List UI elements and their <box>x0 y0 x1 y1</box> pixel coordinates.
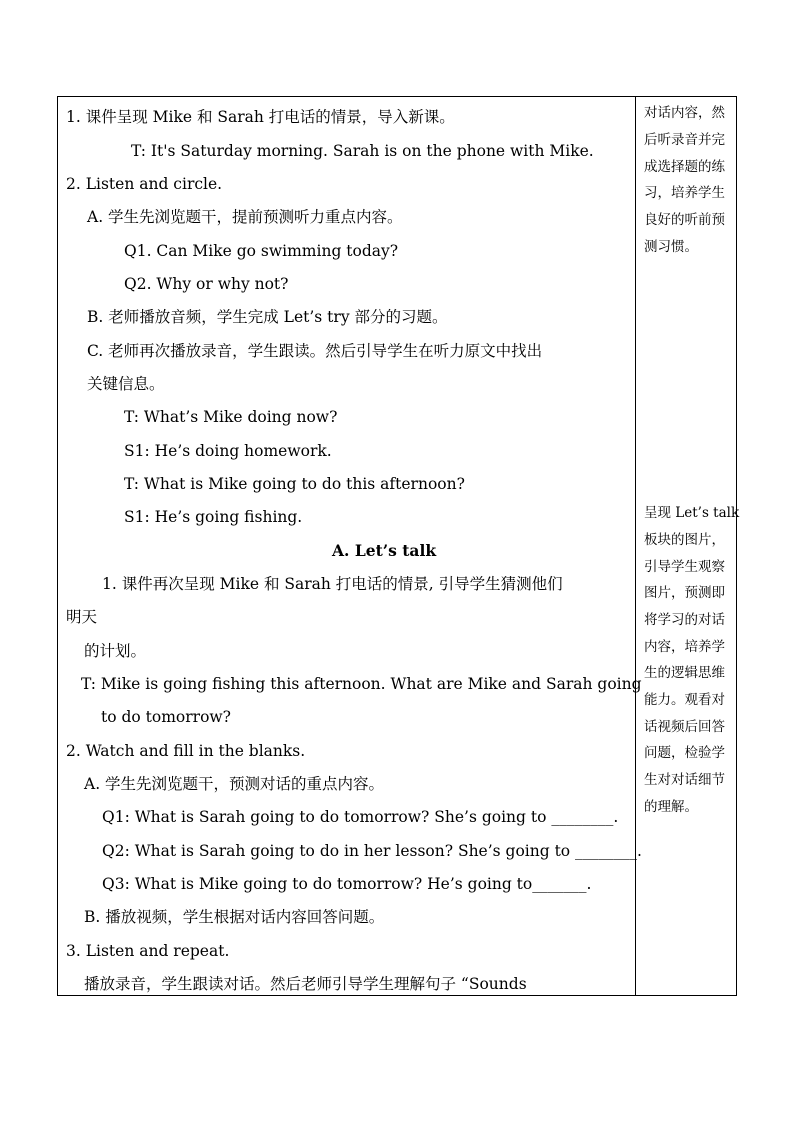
teacher-line-cont: to do tomorrow? <box>101 708 231 726</box>
step-2c: C. 老师再次播放录音，学生跟读。然后引导学生在听力原文中找出 <box>87 342 543 360</box>
teacher-line: T: It's Saturday morning. Sarah is on the phone with Mike. <box>131 142 594 160</box>
talk-step-1: 1. 课件再次呈现 Mike 和 Sarah 打电话的情景, 引导学生猜测他们 <box>102 575 563 593</box>
step-2c-cont: 关键信息。 <box>87 375 165 393</box>
note-line: 生对对话细节 <box>644 772 725 788</box>
note-line: 的理解。 <box>644 799 698 815</box>
talk-step-1-cont: 明天 <box>66 608 98 626</box>
talk-step-3: 3. Listen and repeat. <box>66 942 230 960</box>
talk-step-1-cont: 的计划。 <box>84 642 147 660</box>
dialogue-line: T: What is Mike going to do this afternoon? <box>124 475 465 493</box>
section-heading: A. Let’s talk <box>332 541 437 560</box>
note-line: 话视频后回答 <box>644 719 725 735</box>
step-2a: A. 学生先浏览题干，提前预测听力重点内容。 <box>87 208 403 226</box>
note-line: 生的逻辑思维 <box>644 665 725 681</box>
dialogue-line: S1: He’s going fishing. <box>124 508 303 526</box>
dialogue-line: T: What’s Mike doing now? <box>124 408 338 426</box>
note-line: 呈现 Let’s talk <box>644 505 740 521</box>
talk-step-2b: B. 播放视频，学生根据对话内容回答问题。 <box>84 908 385 926</box>
talk-step-3-text: 播放录音，学生跟读对话。然后老师引导学生理解句子 “Sounds <box>84 975 527 993</box>
question-q3: Q3: What is Mike going to do tomorrow? He’s going to_______. <box>102 875 592 893</box>
note-line: 问题，检验学 <box>644 745 725 761</box>
teacher-line: T: Mike is going fishing this afternoon. What are Mike and Sarah going <box>81 675 642 693</box>
note-line: 将学习的对话 <box>644 612 725 628</box>
talk-step-2a: A. 学生先浏览题干，预测对话的重点内容。 <box>84 775 385 793</box>
note-line: 测习惯。 <box>644 239 698 255</box>
question-q2: Q2. Why or why not? <box>124 275 289 293</box>
note-line: 引导学生观察 <box>644 559 725 575</box>
note-line: 内容，培养学 <box>644 639 725 655</box>
step-2b: B. 老师播放音频，学生完成 Let’s try 部分的习题。 <box>87 308 448 326</box>
question-q1: Q1. Can Mike go swimming today? <box>124 242 399 260</box>
step-1-intro: 1. 课件呈现 Mike 和 Sarah 打电话的情景，导入新课。 <box>66 108 455 126</box>
note-line: 图片，预测即 <box>644 585 725 601</box>
note-line: 对话内容，然 <box>644 105 725 121</box>
talk-step-2: 2. Watch and fill in the blanks. <box>66 742 306 760</box>
note-line: 后听录音并完 <box>644 132 725 148</box>
note-line: 良好的听前预 <box>644 212 725 228</box>
step-2-heading: 2. Listen and circle. <box>66 175 223 193</box>
question-q2: Q2: What is Sarah going to do in her lesson? She’s going to ________. <box>102 842 642 860</box>
note-line: 成选择题的练 <box>644 159 725 175</box>
dialogue-line: S1: He’s doing homework. <box>124 442 332 460</box>
note-line: 板块的图片， <box>644 532 725 548</box>
note-line: 能力。观看对 <box>644 692 725 708</box>
column-divider <box>635 96 636 996</box>
note-line: 习，培养学生 <box>644 185 725 201</box>
question-q1: Q1: What is Sarah going to do tomorrow? She’s going to ________. <box>102 808 619 826</box>
